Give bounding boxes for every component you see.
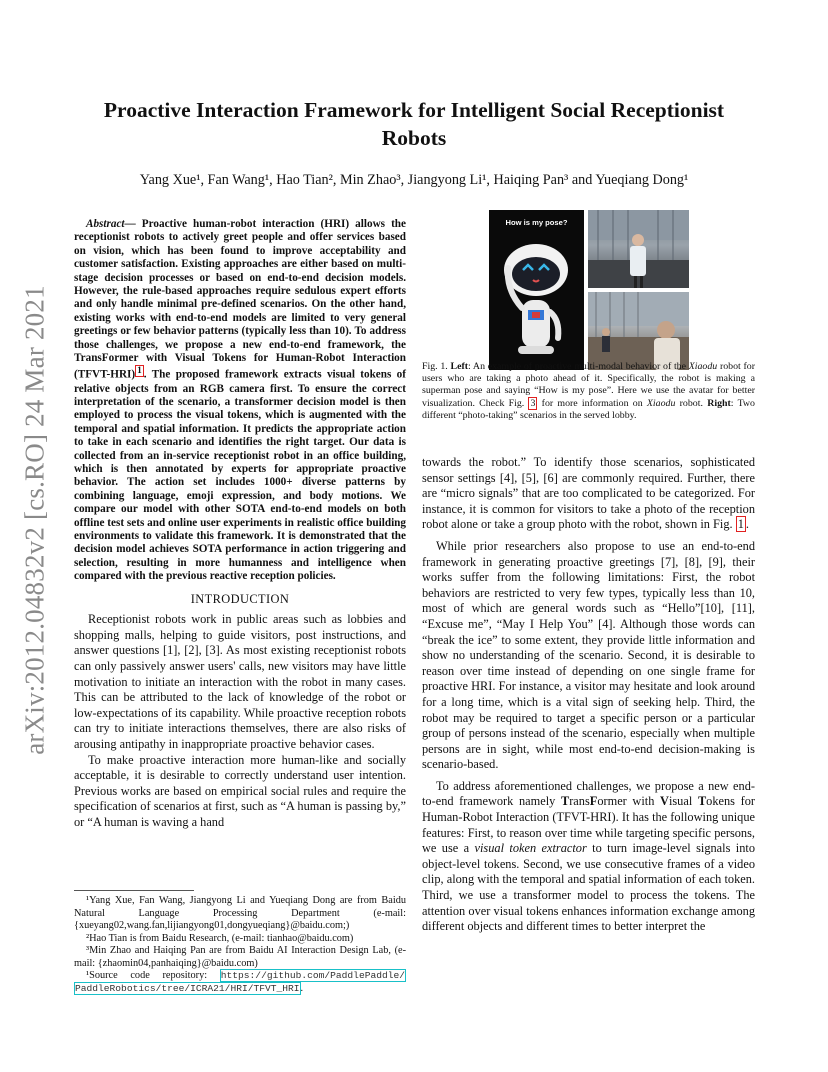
- footnote-4: [74, 970, 406, 995]
- right-column: [422, 455, 755, 935]
- figure-1-ref-link[interactable]: 1: [737, 517, 744, 532]
- caption-left-label: Left: [450, 361, 469, 372]
- right-paragraph-1: [422, 455, 755, 533]
- figure-1-caption: [422, 361, 755, 422]
- figure-1: [489, 210, 689, 370]
- footnote-4-prefix: ¹Source code repository:: [86, 970, 220, 981]
- intro-paragraph-1: Receptionist robots work in public areas such as lobbies and shopping malls, helping to guide visitors, post instructions, and answer questions [1], [2], [3]. As most existing receptionist robots can only passively answer users' calls, new visitors may have little motivation to initiate an interaction with the robot in many cases. This can be attributed to the lack of knowledge of the robot or low-expectations of its capability. While proactive reception robots can try to initiate interactions themselves, there are also risks of arousing antipathy in inappropriate proactive behavior cases.: [74, 612, 406, 752]
- footnote-divider: [74, 890, 194, 891]
- paragraph-text: to turn image-level signals into object-level tokens. Second, we use consecutive frames of a video clip, along with the temporal and spatial information of each token. Third, we use a transformer model to process the tokens. The attention over visual tokens enhances information exchange among different objects and different times to better interpret the: [422, 841, 755, 934]
- abstract-label: Abstract: [86, 218, 125, 230]
- caption-right-label: Right: [707, 397, 731, 409]
- source-code-link[interactable]: https://github.com/PaddlePaddle/: [220, 970, 405, 981]
- speech-label: How is my pose?: [505, 218, 568, 227]
- footnotes: [74, 890, 406, 995]
- caption-robot-name: Xiaodu: [688, 361, 718, 372]
- paragraph-text: rans: [569, 794, 590, 809]
- arxiv-sidebar: [14, 285, 56, 755]
- intro-paragraph-2: To make proactive interaction more human-like and socially acceptable, it is desirable to correctly understand user intention. Previous works are based on empirical social rules and require the specification of scenarios at first, such as “A human is passing by,” or “A human is waving a hand: [74, 752, 406, 830]
- robot-avatar-image: [489, 210, 584, 370]
- acronym-letter: T: [697, 794, 707, 809]
- paper-title: Proactive Interaction Framework for Intelligent Social Receptionist Robots: [103, 98, 725, 150]
- caption-text: robot for users who are taking a photo ahead of it. Specifically, the robot is making a superman pose and saying “How is my pose”. Here we use the avatar for better visualization. Check Fig.: [422, 361, 756, 409]
- caption-label: Fig. 1.: [422, 361, 448, 372]
- caption-text: robot.: [675, 397, 708, 409]
- abstract: [74, 218, 406, 584]
- abstract-text-part1: — Proactive human-robot interaction (HRI) allows the receptionist robots to actively greet people and offer services based on vision, which has been found to improve acceptability and customer satisfaction. Existing approaches are either based on multi-stage decision processes or based on end-to-end decision models. However, the rule-based approaches require sedulous expert efforts and only handle minimal pre-defined scenarios. On the other hand, existing works with end-to-end models are limited to very general greetings or few behavior patterns (typically less than 10). To address those challenges, we propose a new end-to-end framework, the TransFormer with Visual Tokens for Human-Robot Interaction (TFVT-HRI): [74, 218, 406, 382]
- acronym-letter: F: [589, 794, 598, 809]
- footnote-3: ³Min Zhao and Haiqing Pan are from Baidu AI Interaction Design Lab, (e-mail: {zhaomin04,panhaiqing}@baidu.com): [74, 945, 406, 969]
- footnote-1: ¹Yang Xue, Fan Wang, Jiangyong Li and Yueqiang Dong are from Baidu Natural Language Processing Department (e-mail: {xueyang02,wang.fan,lijiangyong01,dongyueqiang}@baidu.com;): [74, 895, 406, 931]
- photo-scene-illustration-1: [588, 210, 689, 288]
- author-list: Yang Xue¹, Fan Wang¹, Hao Tian², Min Zhao³, Jiangyong Li¹, Haiqing Pan³ and Yueqiang Dong¹: [139, 172, 689, 188]
- right-paragraph-3: [422, 779, 755, 935]
- source-code-link-continued[interactable]: PaddleRobotics/tree/ICRA21/HRI/TFVT_HRI: [75, 982, 300, 994]
- photo-scenario-2: [588, 292, 689, 370]
- caption-text: for more information on: [537, 397, 647, 409]
- acronym-letter: T: [560, 794, 570, 809]
- footnote-2: ²Hao Tian is from Baidu Research, (e-mail: tianhao@baidu.com): [86, 932, 354, 944]
- footnote-4-suffix: .: [300, 982, 304, 994]
- figure-3-ref-link[interactable]: 3: [530, 397, 536, 409]
- footnote-ref-link[interactable]: 1: [137, 366, 142, 377]
- photo-scene-illustration-2: [588, 292, 689, 370]
- right-paragraph-2: While prior researchers also propose to use an end-to-end framework in generating proactive greetings [7], [8], [9], their works suffer from the following limitations: First, the robot behaviors are restricted to very few types, typically less than 10, most of which are general words such as “Hello”[10], [11], “Excuse me”, “May I Help You” [4]. Although those words can “break the ice” to some extent, they provide little information and show no understanding of the scenario. Second, it is desirable to reason over time instead of depending on one single frame for proactive HRI. For instance, a visitor may hesitate and look around for a long time, which is a vital sign of seeking help. Third, the robot may be required to target a specific person or a particular group of persons instead of the scenario, especially when multiple persons are in sight, while most end-to-end decision-making is scenario-based.: [422, 538, 755, 772]
- acronym-letter: V: [660, 794, 669, 809]
- arxiv-identifier: arXiv:2012.04832v2 [cs.RO] 24 Mar 2021: [19, 285, 50, 755]
- paragraph-text: towards the robot.” To identify those scenarios, sophisticated sensor settings [4], [5], [6] are commonly required. Further, there are “micro signals” that are too complicated to be categorized. For instance, it is common for visitors to take a photo of the reception robot alone or take a group photo with the robot, shown in Fig.: [422, 455, 755, 532]
- paragraph-text: isual: [668, 794, 693, 809]
- paragraph-text: To address aforementioned challenges, we propose a new end-to-end framework namely: [422, 778, 755, 809]
- left-column: [74, 218, 406, 831]
- paragraph-text: ormer with: [597, 794, 661, 809]
- caption-text: : An example of proactive multi-modal behavior of the: [468, 361, 689, 372]
- caption-text: : Two different “photo-taking” scenarios in the served lobby.: [422, 397, 755, 421]
- emphasized-term: visual token extractor: [474, 841, 587, 856]
- photo-scenario-1: [588, 210, 689, 288]
- paragraph-text: okens for Human-Robot Interaction (TFVT-HRI). It has the following unique features: First, to reason over time while targeting specific persons, we use a: [422, 794, 756, 856]
- robot-avatar-illustration: [491, 226, 582, 368]
- section-heading-introduction: INTRODUCTION: [190, 591, 290, 606]
- caption-robot-name: Xiaodu: [646, 397, 676, 409]
- abstract-text-part2: . The proposed framework extracts visual tokens of relative objects from an RGB camera first. To ensure the correct interpretation of the scenario, a transformer decision model is then employed to process the visual tokens, which is augmented with the temporal and spatial information. It predicts the appropriate action to take in each scenario and identifies the right target. Our data is collected from an in-service receptionist robot in an office building, which is then annotated by experts for appropriate proactive behavior. The action set includes 1000+ diverse patterns by combining language, emoji expression, and body motions. We compare our model with other SOTA end-to-end models on both offline test sets and online user experiments in realistic office building environments to validate this framework. It is demonstrated that the decision model achieves SOTA performance in action triggering and selection, resulting in more humanness and intelligence when compared with the previous reactive reception policies.: [74, 369, 406, 583]
- paragraph-text: .: [745, 517, 749, 532]
